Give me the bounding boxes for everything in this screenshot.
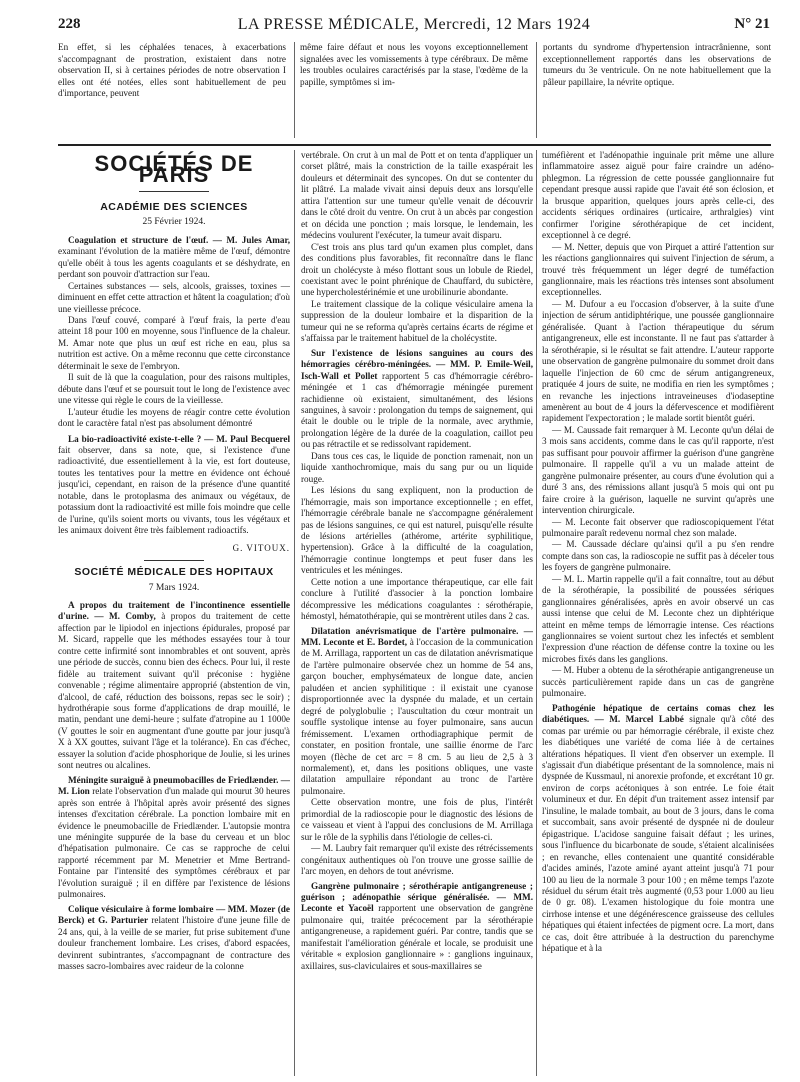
paragraph: — M. L. Martin rappelle qu'il a fait connaître, tout au début de la sérothérapie, la possibilité de poussées sériques ganglionnaires généralisées, après en avoir observé un cas aussi intense que celui de M. Leconte chez un diphtérique atteint en même temps de lémorragie intense. Ces réactions ganglionnaires se voient surtout chez les infectés et semblent l'expression d'une réaction de défense contre la toxine ou les microbes fixés dans les ganglions. xyxy=(542,573,774,664)
page-number: 228 xyxy=(58,16,81,32)
paragraph: Dans l'œuf couvé, comparé à l'œuf frais, la perte d'eau atteint 18 pour 100 en moyenne, sous l'influence de la chaleur. M. Amar note que plus un œuf est riche en eau, plus sa nutrition est active. On a même reconnu que cette circonstance déterminait le sexe de l'embryon. xyxy=(58,314,290,371)
column-divider xyxy=(536,150,537,1076)
paragraph: Dilatation anévrismatique de l'artère pulmonaire. — MM. Leconte et E. Bordet, à l'occasion de la communication de M. Arrillaga, rapportent un cas de dilatation anévrismatique de l'artère pulmonaire observée chez un homme de 54 ans, garçon boucher, emphysémateux de longue date, ancien paludéen et ancien syphilitique : il existait une cyanose disproportionnée avec la dyspnée du malade, et un certain degré de polyglobulie ; l'auscultation du cœur montrait un souffle systolique intense au foyer pulmonaire, sans aucun frémissement. L'examen orthodiagraphique permit de constater, en position frontale, une saillie énorme de l'arc moyen (flèche de cet arc = 8 cm. 5 au lieu de 2,5 à 3 normalement), et, dans les positions obliques, une vaste dilatation ampullaire répondant au tronc de l'artère pulmonaire. xyxy=(301,625,533,796)
paragraph: Colique vésiculaire à forme lombaire — MM. Mozer (de Berck) et G. Parturier relatent l'histoire d'une jeune fille de 24 ans, qui, à la veille de se marier, fut prise subitement d'une douleur franchement lombaire. Les crises, d'abord espacées, devinrent subintrantes, s'accompagnant de contracture des masses sacro-lombaires avec raideur de la colonne xyxy=(58,903,290,971)
paragraph: C'est trois ans plus tard qu'un examen plus complet, dans des conditions plus favorables, fit reconnaître dans le flanc droit un cholécyste à méso flottant sous un lobule de Riedel, coexistant avec le point phrénique de Chauffard, du subictère, une hypercholestérinémie et une urobilinurie abondante. xyxy=(301,241,533,298)
top-continuation xyxy=(58,42,771,138)
top-col-1: En effet, si les céphalées tenaces, à exacerbations s'accompagnant de prostration, existaient dans notre observation II, si à certaines périodes de notre observation I elles ont été notées, elles sont habituellement de peu d'importance, peuvent xyxy=(58,42,286,99)
paragraph: Gangrène pulmonaire ; sérothérapie antigangreneuse ; guérison ; adénopathie sérique généralisée. — MM. Leconte et Yacoël rapportent une observation de gangrène pulmonaire qui, traitée précocement par la sérothérapie antigangreneuse, a rapidement guéri. Par contre, tandis que se manifestait l'amélioration générale et locale, se produisit une véritable « explosion ganglionnaire » : ganglions inguinaux, axillaires, sus-claviculaires et sous-maxillaires se xyxy=(301,880,533,971)
divider xyxy=(144,560,204,561)
column-divider xyxy=(294,42,295,138)
paragraph: A propos du traitement de l'incontinence essentielle d'urine. — M. Comby, à propos du traitement de cette affection par le lipiodol en injections épidurales, proposé par M. Sicard, rappelle que les méthodes essayées tour à tour contre cette infirmité sont innombrables et ont souvent, après une période de succès, connu bien des échecs. Pour lui, il reste fidèle au traitement suivant qu'il préconise : hygiène convenable ; régime alimentaire approprié (abstention de vin, d'alcool, de café, réduction des boissons, repas sec le soir) ; hydrothérapie sous forme d'applications de drap mouillé, le matin, pendant une demi-heure ; sulfate d'atropine au 1 1000e (V gouttes le soir en augmentant d'une goutte par jour jusqu'à X à XX gouttes, suivant l'âge et la tolérance). En cas d'échec, essayer la solution d'acide phosphorique de Joulie, si les urines sont neutres ou alcalines. xyxy=(58,599,290,771)
paragraph: Cette observation montre, une fois de plus, l'intérêt primordial de la radioscopie pour le diagnostic des lésions de ce vaisseau et vient à l'appui des conclusions de M. Arrillaga sur le rôle de la syphilis dans l'étiologie de celles-ci. xyxy=(301,797,533,842)
paragraph: — M. Caussade déclare qu'ainsi qu'il a pu s'en rendre compte dans son cas, la radioscopie ne suffit pas à déceler tous les foyers de gangrène pulmonaire. xyxy=(542,539,774,573)
paragraph: Méningite suraiguë à pneumobacilles de Friedlænder. — M. Lion relate l'observation d'un malade qui mourut 30 heures après son entrée à l'hôpital après avoir présenté des signes intenses d'excitation cérébrale. La ponction lombaire mit en évidence le pneumobacille de Friedlænder. L'autopsie montra une méningite suppurée de la base du cerveau et un bloc d'hépatisation pulmonaire. Ce cas se rapproche de celui rapporté récemment par M. Menetrier et Mme Bertrand-Fontaine par l'intensité des symptômes cérébraux et par l'évolution suraiguë ; il en diffère par l'existence de lésions pulmonaires. xyxy=(58,774,290,900)
paragraph: Cette notion a une importance thérapeutique, car elle fait conclure à l'utilité d'associer à la ponction lombaire décompressive les médications coagulantes : sérothérapie, hémostyl, hématothérapie, qui se montrèrent utiles dans 2 cas. xyxy=(301,576,533,622)
paragraph: Sur l'existence de lésions sanguines au cours des hémorragies cérébro-méningées. — MM. P. Emile-Weil, Isch-Wall et Pollet rapportent 5 cas d'hémorragie cérébro-méningée et 1 cas d'hémorragie méningée purement rachidienne où existaient, simultanément, des lésions sanguines, à savoir : prolongation du temps de saignement, qui était le double ou le triple de la normale, avec arythmie, prolongation légère de la durée de la coagulation, caillot peu ou pas rétractile et se redissolvant rapidement. xyxy=(301,347,533,450)
top-col-2: même faire défaut et nous les voyons exceptionnellement signalées avec les vomissements à type cérébraux. De même les troubles oculaires caractérisés par la stase, l'œdème de la papille, symptômes si im- xyxy=(300,42,528,87)
session-date: 7 Mars 1924. xyxy=(148,582,200,593)
session-date: 25 Février 1924. xyxy=(142,217,206,228)
paragraph: Pathogénie hépatique de certains comas chez les diabétiques. — M. Marcel Labbé signale qu'à côté des comas par urémie ou par hémorragie cérébrale, il existe chez les diabétiques une variété de coma liée à de certaines altérations hépatiques. Il vient d'en observer un exemple. Il s'agissait d'un diabétique présentant de la somnolence, mais ni dyspnée de Kussmaul, ni anorexie profonde, et excrétant 10 gr. environ de corps acétoniques à son entrée. Le foie était volumineux et dur. En dépit d'un traitement assez intensif par l'insuline, le malade tombait, au bout de 3 jours, dans le coma et succombait, sans avoir présenté de dyspnée ni de douleur épigastrique. L'acidose sanguine faisait défaut ; les urines, sous l'influence du bicarbonate de soude, s'étaient alcalinisées ; en revanche, elles contenaient une quantité considérable d'acides aminés, l'azote aminé ayant atteint jusqu'à 71 pour 100 au lieu de la normale 3 pour 100 ; en même temps l'azote résiduel du sérum était très augmenté (0,53 pour 1.000 au lieu de 0 gr. 08). L'examen histologique du foie montra une cirrhose intense et une dégénérescence graisseuse des cellules hépatiques qui étaient infectées de pigment ocre. La mort, dans ce cas, doit être attribuée à la destruction du parenchyme hépatique et à la xyxy=(542,702,774,954)
paragraph: Certaines substances — sels, alcools, graisses, toxines — diminuent en effet cette attraction et hâtent la coagulation; d'où une vieillesse précoce. xyxy=(58,280,290,314)
main-title: SOCIÉTÉS DE PARIS xyxy=(94,151,254,188)
paragraph: Le traitement classique de la colique vésiculaire amena la suppression de la douleur lombaire et la disparition de la tumeur qui ne se reforma qu'après certains écarts de régime et s'affaissa par le traitement habituel de la cholécystite. xyxy=(301,298,533,344)
top-col-3: portants du syndrome d'hypertension intracrânienne, sont exceptionnellement rapportés dans les observations de tumeurs du 3e ventricule. On ne note habituellement que la pâleur papillaire, la névrite optique. xyxy=(543,42,771,87)
paragraph: Il suit de là que la coagulation, pour des raisons multiples, débute dans l'œuf et se poursuit tout le long de l'existence avec une vitesse qui règle le cours de la vieillesse. xyxy=(58,372,290,406)
paragraph: vertébrale. On crut à un mal de Pott et on tenta d'appliquer un corset plâtré, mais la constriction de la taille exaspérait les douleurs et déterminait des syncopes. On dut se contenter du lit plâtré. La malade vivait ainsi depuis deux ans lorsqu'elle attira l'attention sur une tumeur qu'elle venait de découvrir dans le côté droit du ventre. On crut à un abcès par congestion et on décida une ponction ; mais lorsque, le lendemain, les médecins voulurent l'exécuter, la tumeur avait disparu. xyxy=(301,150,533,241)
signature: G. VITOUX. xyxy=(232,542,290,553)
paragraph: La bio-radioactivité existe-t-elle ? — M. Paul Becquerel fait observer, dans sa note, que, si l'existence d'une radioactivité, due essentiellement à la vie, est fort douteuse, toutes les tentatives pour la mettre en évidence ont échoué jusqu'ici, cependant, en raison de la présence d'une quantité notable, dans le protoplasma des animaux ou végétaux, de potassium dont la radioactivité est mille fois moindre que celle de l'urine, qu'ils soient morts ou vivants, tous les végétaux et les animaux doivent être très faiblement radioactifs. xyxy=(58,433,290,536)
column-divider xyxy=(536,42,537,138)
paragraph: L'auteur étudie les moyens de réagir contre cette évolution dont le caractère fatal n'est pas absolument démontré xyxy=(58,406,290,429)
section-heading: SOCIÉTÉ MÉDICALE DES HOPITAUX xyxy=(74,566,274,579)
paragraph: — M. Huber a obtenu de la sérothérapie antigangreneuse un succès particulièrement rapide dans un cas de gangrène pulmonaire. xyxy=(542,665,774,699)
paragraph: — M. Leconte fait observer que radioscopiquement l'état pulmonaire paraît redevenu normal chez son malade. xyxy=(542,516,774,538)
paragraph: — M. Netter, depuis que von Pirquet a attiré l'attention sur les réactions ganglionnaires qui suivent l'injection de sérum, a trouvé très fréquemment un léger degré de tuméfaction ganglionnaire, mais les réactions très intenses sont absolument exceptionnelles. xyxy=(542,241,774,298)
paragraph: Dans tous ces cas, le liquide de ponction ramenait, non un liquide xanthochromique, mais du sang pur ou un liquide rouge. xyxy=(301,450,533,484)
paragraph: Les lésions du sang expliquent, non la production de l'hémorragie, mais son importance exceptionnelle ; en effet, l'hémorragie cérébrale banale ne s'accompagne généralement pas de lésions sanguines, ce qui est naturel, puisqu'elle résulte de lésions artérielles (athérome, artérite syphilitique, hypertension). Grâce à la difficulté de la coagulation, l'hémorragie continue longtemps et peut fuser dans les ventricules et les méninges. xyxy=(301,485,533,576)
column-divider xyxy=(294,150,295,1076)
section-rule xyxy=(58,144,771,146)
paragraph: — M. Dufour a eu l'occasion d'observer, à la suite d'une injection de sérum antidiphtérique, une poussée ganglionnaire généralisée. Quant à l'action thérapeutique du sérum antigangreneux, elle est inconstante. Il ne faut pas s'attarder à la sérothérapie, si le résultat se fait attendre. L'auteur rapporte une observation de gangrène pulmonaire du sommet droit dans laquelle l'injection de 60 cmc de sérum antigangreneux, pratiquée 4 jours de suite, ne modifia en rien les symptômes ; en revanche les injections intraveineuses d'iodaseptine amenèrent au bout de 4 jours la défervescence et modifièrent rapidement l'expectoration ; le malade sortit bientôt guéri. xyxy=(542,298,774,424)
paragraph: Coagulation et structure de l'œuf. — M. Jules Amar, examinant l'évolution de la matière même de l'œuf, démontre qu'elle obéit à tous les agents coagulants et se déshydrate, en perdant son pouvoir d'attraction sur l'eau. xyxy=(58,234,290,280)
title-rule xyxy=(139,191,209,192)
column-3 xyxy=(542,150,774,1076)
section-heading: ACADÉMIE DES SCIENCES xyxy=(100,200,248,213)
paragraph: — M. Caussade fait remarquer à M. Leconte qu'un délai de 3 mois sans accidents, comme dans le cas qu'il rapporte, n'est pas suffisant pour pouvoir affirmer la guérison d'une gangrène pulmonaire. Il rappelle qu'il a vu un malade atteint de gangrène pulmonaire présenter, au cours d'une évolution qui a duré 3 ans, des rémissions allant jusqu'à 5 mois qui ont pu faire croire à la guérison, laquelle ne survint qu'après une intervention chirurgicale. xyxy=(542,424,774,516)
column-2 xyxy=(301,150,533,1076)
paragraph: tuméfièrent et l'adénopathie inguinale prit même une allure inflammatoire assez aiguë pour faire craindre un adéno-phlegmon. La régression de cette poussée ganglionnaire fut cependant presque aussi rapide que l'avait été son éclosion, et la brusque apparition, quelques jours après celle-ci, des accidents sériques ordinaires (urticaire, arthralgies) vint confirmer l'origine sérothérapique de cet incident, exceptionnel à ce degré. xyxy=(542,150,774,241)
journal-title: LA PRESSE MÉDICALE, Mercredi, 12 Mars 1924 xyxy=(237,16,591,33)
column-1 xyxy=(58,150,290,1076)
page-header xyxy=(58,14,770,36)
issue-number: N° 21 xyxy=(734,16,770,32)
paragraph: — M. Laubry fait remarquer qu'il existe des rétrécissements congénitaux authentiques où l'on trouve une grosse saillie de l'arc moyen, en dehors de tout anévrisme. xyxy=(301,843,533,877)
